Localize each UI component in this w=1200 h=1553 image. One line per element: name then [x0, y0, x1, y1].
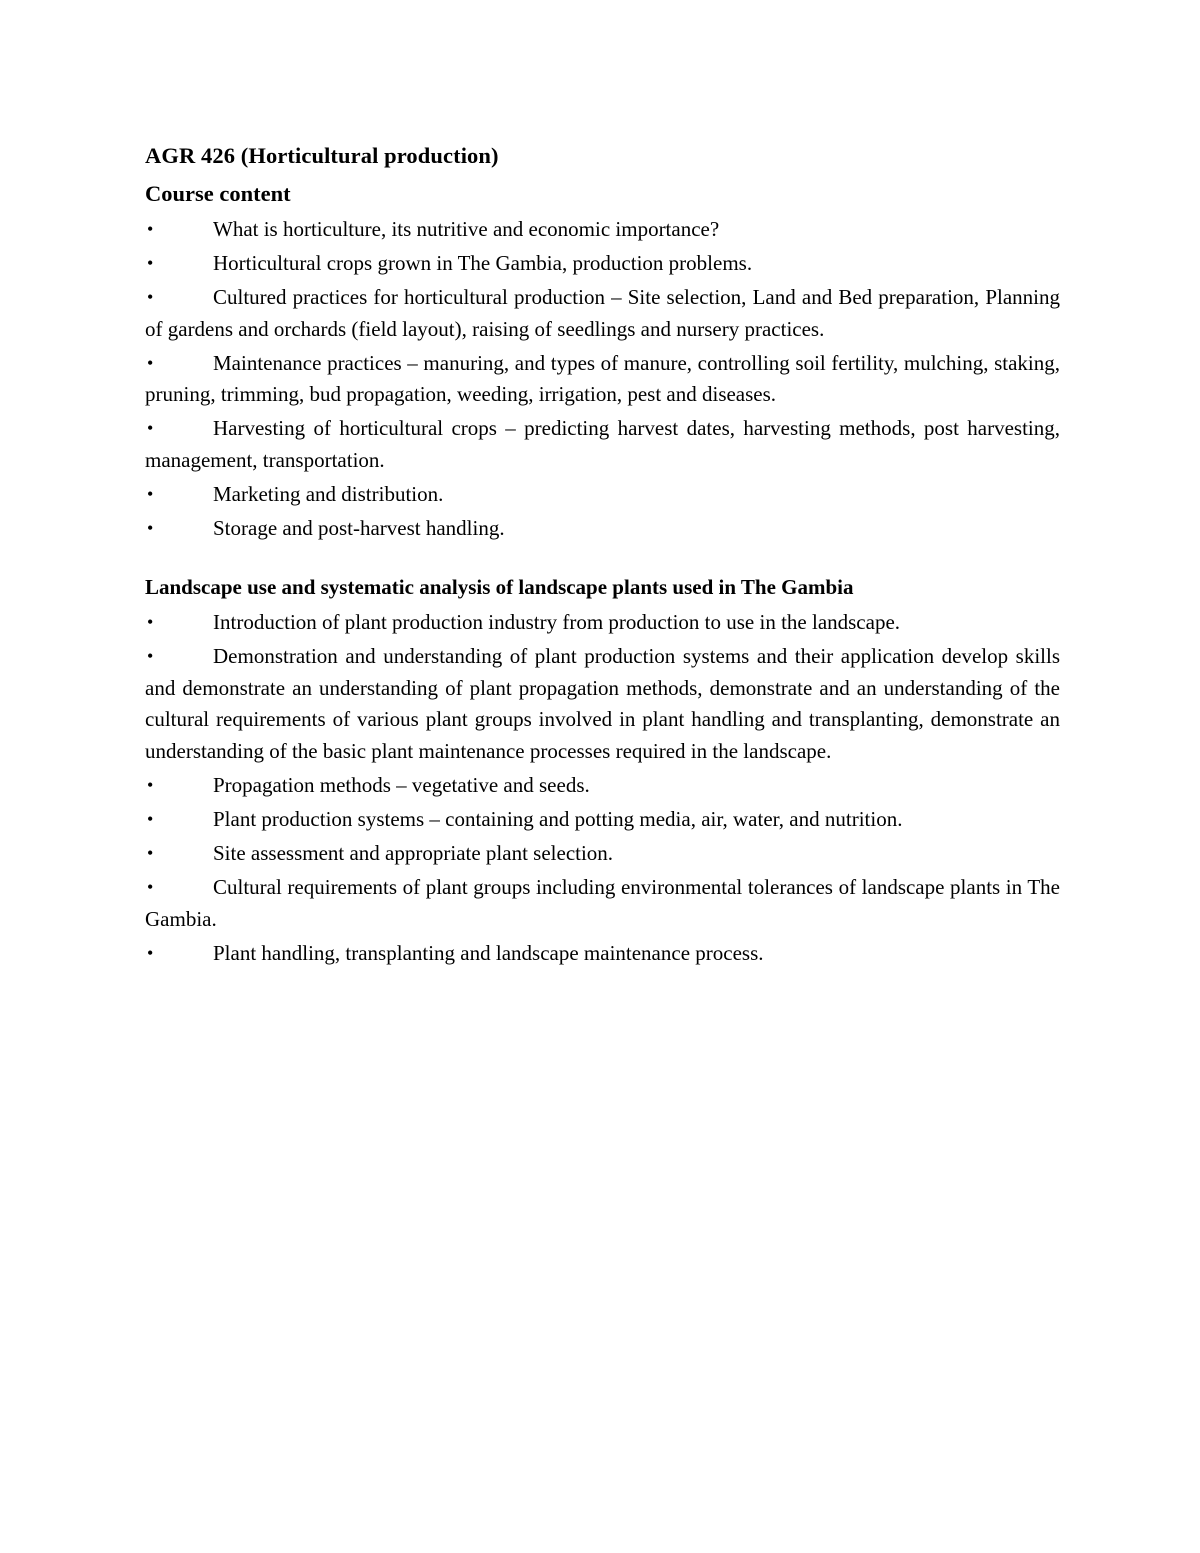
list-item-text: Horticultural crops grown in The Gambia, production problems.	[213, 250, 753, 275]
list-item	[145, 214, 1060, 246]
list-item-text: What is horticulture, its nutritive and economic importance?	[213, 216, 720, 241]
bullet-icon: •	[147, 843, 154, 864]
list-item-text: Maintenance practices – manuring, and types of manure, controlling soil fertility, mulching, staking, pruning, trimming, bud propagation, weeding, irrigation, pest and diseases.	[145, 350, 1060, 407]
list-item-text: Harvesting of horticultural crops – predicting harvest dates, harvesting methods, post harvesting, management, transportation.	[145, 416, 1060, 473]
list-item	[145, 804, 1060, 836]
list-item	[145, 413, 1060, 477]
list-item	[145, 479, 1060, 511]
list-item	[145, 248, 1060, 280]
bullet-icon: •	[147, 775, 154, 796]
list-item-text: Marketing and distribution.	[213, 482, 444, 507]
list-item	[145, 872, 1060, 936]
list-item	[145, 770, 1060, 802]
section-divider-space	[145, 547, 1060, 573]
list-item-text: Introduction of plant production industry from production to use in the landscape.	[213, 609, 901, 634]
bullet-icon: •	[147, 286, 154, 307]
page-title: AGR 426 (Horticultural production)	[145, 143, 499, 168]
list-item	[145, 513, 1060, 545]
list-item	[145, 607, 1060, 639]
bullet-icon: •	[147, 252, 154, 273]
bullet-icon: •	[147, 218, 154, 239]
bullet-icon: •	[147, 645, 154, 666]
bullet-icon: •	[147, 518, 154, 539]
bullet-icon: •	[147, 484, 154, 505]
list-item	[145, 838, 1060, 870]
list-item	[145, 641, 1060, 769]
bullet-icon: •	[147, 942, 154, 963]
bullet-icon: •	[147, 611, 154, 632]
landscape-section-heading: Landscape use and systematic analysis of landscape plants used in The Gambia	[145, 574, 854, 599]
list-item-text: Cultured practices for horticultural production – Site selection, Land and Bed preparation, Planning of gardens and orchards (field layout), raising of seedlings and nursery practices.	[145, 284, 1060, 341]
list-item	[145, 938, 1060, 970]
bullet-icon: •	[147, 877, 154, 897]
list-item-text: Storage and post-harvest handling.	[213, 516, 505, 541]
course-content-heading: Course content	[145, 180, 291, 206]
list-item	[145, 282, 1060, 346]
course-content-list	[145, 214, 1060, 545]
list-item-text: Plant production systems – containing and potting media, air, water, and nutrition.	[213, 807, 903, 832]
list-item-text: Plant handling, transplanting and landscape maintenance process.	[213, 940, 764, 965]
list-item-text: Site assessment and appropriate plant selection.	[213, 841, 614, 866]
list-item-text: Demonstration and understanding of plant production systems and their application develop skills and demonstrate an understanding of plant propagation methods, demonstrate and an understanding of the cultural requirements of various plant groups involved in plant handling and transplanting, demonstrate an understanding of the basic plant maintenance processes required in the landscape.	[145, 643, 1060, 764]
bullet-icon: •	[147, 352, 154, 373]
list-item	[145, 348, 1060, 412]
bullet-icon: •	[147, 809, 154, 830]
list-item-text: Propagation methods – vegetative and seeds.	[213, 773, 590, 798]
bullet-icon: •	[147, 418, 154, 439]
list-item-text: Cultural requirements of plant groups including environmental tolerances of landscape plants in The Gambia.	[145, 875, 1060, 931]
landscape-list	[145, 607, 1060, 970]
